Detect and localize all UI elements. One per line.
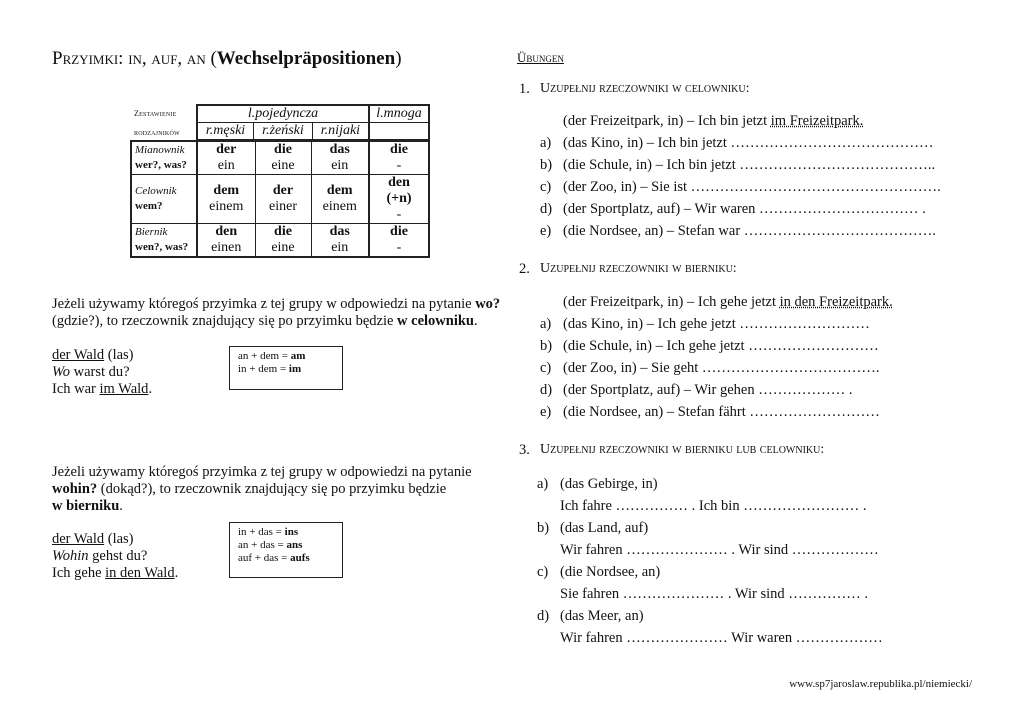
footer-url[interactable]: www.sp7jaroslaw.republika.pl/niemiecki/ xyxy=(789,678,972,690)
ex2-example: (der Freizeitpark, in) – Ich gehe jetzt in den Freizeitpark. xyxy=(563,294,893,310)
table-row: die - xyxy=(369,224,429,258)
wohin-contraction-box: in + das = ins an + das = ans auf + das = aufs xyxy=(229,522,343,578)
list-item: a) (das Kino, in) – Ich gehe jetzt ……………………… xyxy=(540,316,870,332)
table-row: das ein xyxy=(311,141,369,175)
ex1-title: Uzupełnij rzeczowniki w celowniku: xyxy=(540,81,750,96)
ex1-example: (der Freizeitpark, in) – Ich bin jetzt im Freizeitpark. xyxy=(563,113,864,129)
ex2-number: 2. xyxy=(519,261,530,277)
list-item: e) (die Nordsee, an) – Stefan fährt ……………………… xyxy=(540,404,880,420)
list-item: d) (der Sportplatz, auf) – Wir waren …………………………… . xyxy=(540,201,926,217)
table-side-label: Zestawienie rodzajników xyxy=(134,109,180,137)
table-row: dem einem xyxy=(311,175,369,224)
wo-contraction-box: an + dem = am in + dem = im xyxy=(229,346,343,390)
list-item: c) (der Zoo, in) – Sie geht ………………………………. xyxy=(540,360,880,376)
title-smallcaps: Przyimki: in, auf, an xyxy=(52,48,206,69)
case-dative: Celownik wem? xyxy=(131,175,197,224)
plural-header: l.mnoga xyxy=(369,105,429,123)
table-row: der einer xyxy=(255,175,311,224)
article-table-body xyxy=(130,140,430,258)
case-accusative: Biernik wen?, was? xyxy=(131,224,197,258)
page-title: Przyimki: in, auf, an (Wechselpräpositionen) xyxy=(52,48,402,69)
table-row: der ein xyxy=(197,141,255,175)
gender-neut: r.nijaki xyxy=(312,123,369,141)
case-nominative: Mianownik wer?, was? xyxy=(131,141,197,175)
table-row: die eine xyxy=(255,224,311,258)
table-row: die eine xyxy=(255,141,311,175)
ex2-title: Uzupełnij rzeczowniki w bierniku: xyxy=(540,261,737,276)
list-item: d) (der Sportplatz, auf) – Wir gehen ……………… . xyxy=(540,382,853,398)
exercises-heading: Übungen xyxy=(517,50,564,65)
list-item: a) (das Kino, in) – Ich bin jetzt …………………………………… xyxy=(540,135,934,151)
table-row: den einen xyxy=(197,224,255,258)
table-row: das ein xyxy=(311,224,369,258)
table-row: die - xyxy=(369,141,429,175)
title-bold: Wechselpräpositionen xyxy=(216,48,396,69)
table-row: den (+n) - xyxy=(369,175,429,224)
table-row: dem einem xyxy=(197,175,255,224)
ex2-items xyxy=(540,316,880,426)
wo-explanation: Jeżeli używamy któregoś przyimka z tej grupy w odpowiedzi na pytanie wo? (gdzie?), to rzeczownik znajdujący się po przyimku będzie w celowniku. xyxy=(52,296,501,329)
list-item: a) (das Gebirge, in) Ich fahre …………… . Ich bin …………………… . xyxy=(537,476,867,514)
gender-masc: r.męski xyxy=(197,123,254,141)
list-item: b) (die Schule, in) – Ich bin jetzt ………………………………….. xyxy=(540,157,936,173)
list-item: c) (der Zoo, in) – Sie ist ……………………………………………. xyxy=(540,179,941,195)
list-item: b) (das Land, auf) Wir fahren ………………… . Wir sind ……………… xyxy=(537,520,879,558)
ex1-items xyxy=(540,135,941,245)
ex3-items xyxy=(537,476,883,652)
article-table xyxy=(196,104,430,141)
list-item: e) (die Nordsee, an) – Stefan war …………………………………. xyxy=(540,223,936,239)
list-item: b) (die Schule, in) – Ich gehe jetzt ……………………… xyxy=(540,338,879,354)
wohin-explanation: Jeżeli używamy któregoś przyimka z tej grupy w odpowiedzi na pytanie wohin? (dokąd?), to rzeczownik znajdujący się po przyimku będzie w bierniku. xyxy=(52,464,472,514)
wo-example: der Wald (las) Wo warst du? Ich war im Wald. xyxy=(52,347,153,397)
list-item: d) (das Meer, an) Wir fahren ………………… Wir waren ……………… xyxy=(537,608,883,646)
list-item: c) (die Nordsee, an) Sie fahren ………………… . Wir sind …………… . xyxy=(537,564,869,602)
ex3-title: Uzupełnij rzeczowniki w bierniku lub celowniku: xyxy=(540,442,825,457)
gender-fem: r.żeński xyxy=(254,123,313,141)
ex3-number: 3. xyxy=(519,442,530,458)
ex1-number: 1. xyxy=(519,81,530,97)
wohin-example: der Wald (las) Wohin gehst du? Ich gehe in den Wald. xyxy=(52,531,179,581)
singular-header: l.pojedyncza xyxy=(197,105,369,123)
